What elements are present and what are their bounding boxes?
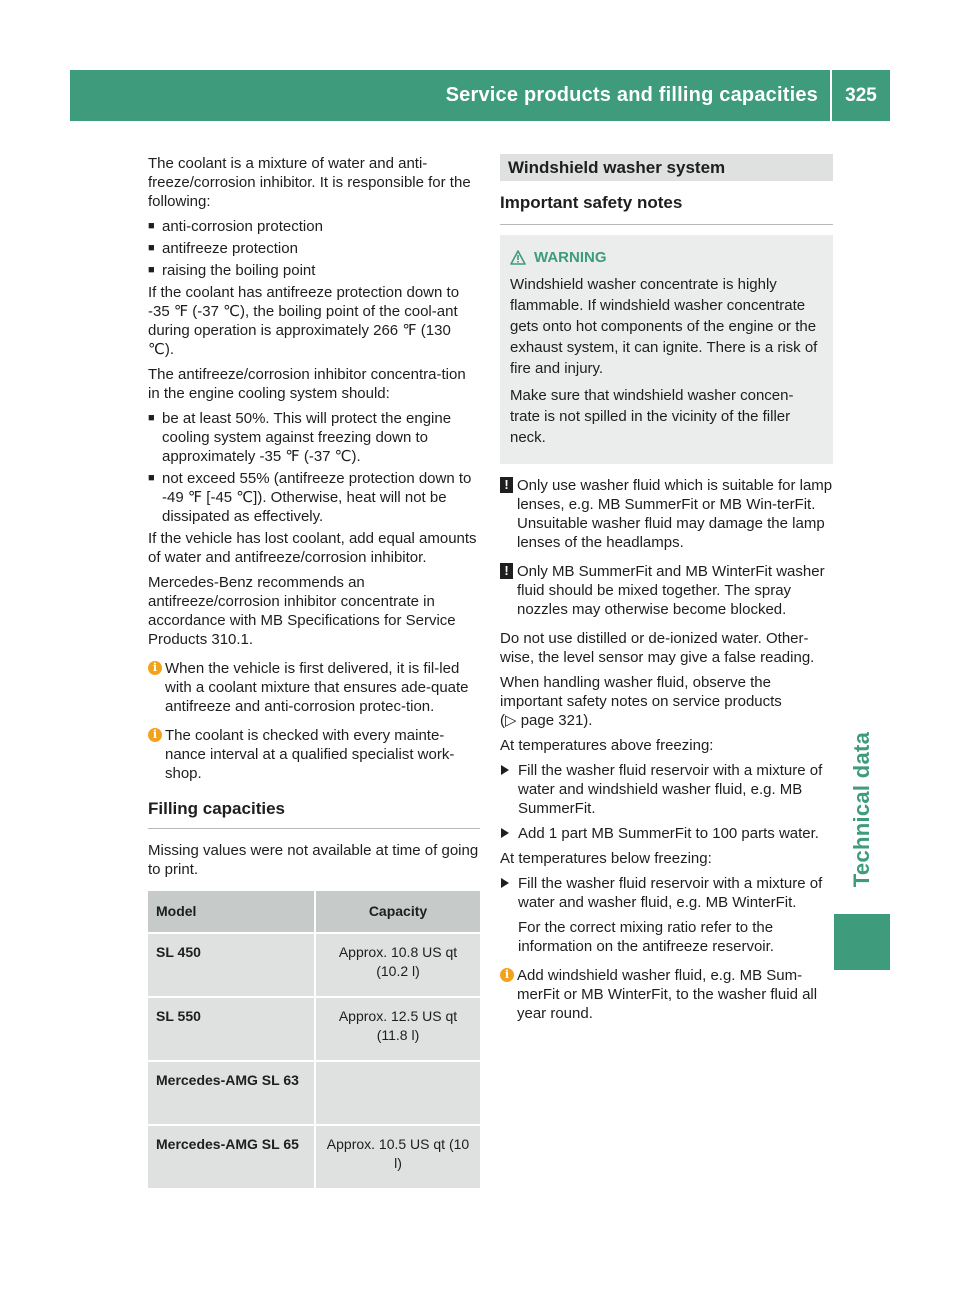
table-row xyxy=(148,1126,480,1190)
table-row xyxy=(148,934,480,998)
step-text: Fill the washer fluid reservoir with a mixture of water and windshield washer fluid, e.g. MB SummerFit. xyxy=(518,762,823,817)
capacity-cell: Approx. 10.8 US qt (10.2 l) xyxy=(316,934,480,998)
warning-text: Windshield washer concentrate is highly flammable. If windshield washer concentrate gets onto hot components of the engine or the exhaust system, it can ignite. There is a risk of fire and injury. xyxy=(510,276,818,377)
step-arrow-icon xyxy=(501,878,509,888)
recommendation-paragraph: Mercedes-Benz recommends an antifreeze/corrosion inhibitor concentrate in accordance with MB Specifications for Service Products 310.1. xyxy=(148,574,456,648)
coolant-intro: The coolant is a mixture of water and anti-freeze/corrosion inhibitor. It is responsible for the following: xyxy=(148,155,471,210)
bullet-icon: ■ xyxy=(148,412,155,424)
below-freezing-label: At temperatures below freezing: xyxy=(500,850,712,867)
handling-text: When handling washer fluid, observe the important safety notes on service products xyxy=(500,674,782,710)
header-title: Service products and filling capacities xyxy=(445,84,818,106)
list-item-text: raising the boiling point xyxy=(162,262,316,279)
info-icon: i xyxy=(148,661,162,675)
table-header-row xyxy=(148,891,480,934)
side-tab-label: Technical data xyxy=(849,731,875,887)
water-paragraph: Do not use distilled or de-ionized water. Other-wise, the level sensor may give a false reading. xyxy=(500,630,815,666)
step-arrow-icon xyxy=(501,828,509,838)
list-item xyxy=(148,261,480,280)
column-header-model: Model xyxy=(148,891,316,934)
filling-intro: Missing values were not available at time of going to print. xyxy=(148,842,479,878)
warning-heading xyxy=(510,247,823,268)
instruction-step xyxy=(500,761,833,818)
exclamation-icon: ! xyxy=(500,563,513,579)
instruction-step xyxy=(500,824,833,843)
side-tab xyxy=(834,722,890,896)
step-note: For the correct mixing ratio refer to the information on the antifreeze reservoir. xyxy=(518,919,774,955)
above-freezing-label: At temperatures above freezing: xyxy=(500,737,714,754)
list-item xyxy=(148,217,480,236)
warning-box xyxy=(500,235,833,464)
washer-section-title: Windshield washer system xyxy=(500,154,833,181)
info-note xyxy=(148,659,480,716)
table-row xyxy=(148,998,480,1062)
info-note xyxy=(148,726,480,783)
instruction-step xyxy=(500,874,833,956)
concentration-paragraph: The antifreeze/corrosion inhibitor concentra-tion in the engine cooling system should: xyxy=(148,366,466,402)
table-row xyxy=(148,1062,480,1126)
step-text: Add 1 part MB SummerFit to 100 parts water. xyxy=(518,825,819,842)
info-icon: i xyxy=(148,728,162,742)
model-cell: Mercedes-AMG SL 63 xyxy=(148,1062,316,1126)
list-item-text: anti-corrosion protection xyxy=(162,218,323,235)
filling-capacities-title: Filling capacities xyxy=(148,799,480,829)
list-item-text: antifreeze protection xyxy=(162,240,298,257)
capacity-cell: Approx. 12.5 US qt (11.8 l) xyxy=(316,998,480,1062)
safety-notes-title: Important safety notes xyxy=(500,193,833,225)
list-item-text: be at least 50%. This will protect the engine cooling system against freezing down to approximately -35 ℉ (-37 ℃). xyxy=(162,410,452,465)
page-reference-link[interactable]: page 321 xyxy=(520,712,584,729)
page-header xyxy=(70,70,890,121)
lost-coolant-paragraph: If the vehicle has lost coolant, add equal amounts of water and antifreeze/corrosion inhibitor. xyxy=(148,530,477,566)
note-text: The coolant is checked with every mainte-nance interval at a qualified specialist work-shop. xyxy=(165,727,455,782)
side-tab-marker xyxy=(834,914,890,970)
list-item xyxy=(148,409,480,466)
left-column xyxy=(148,154,480,1190)
note-text: Only MB SummerFit and MB WinterFit washer fluid should be mixed together. The spray nozzles may otherwise become blocked. xyxy=(517,563,825,618)
list-item xyxy=(148,469,480,526)
note-text: Add windshield washer fluid, e.g. MB Sum-merFit or MB WinterFit, to the washer fluid all year round. xyxy=(517,967,818,1022)
step-arrow-icon xyxy=(501,765,509,775)
bullet-icon: ■ xyxy=(148,220,155,232)
warning-instruction: Make sure that windshield washer concen-trate is not spilled in the vicinity of the filler neck. xyxy=(510,387,794,446)
info-note xyxy=(500,966,833,1023)
model-cell: SL 450 xyxy=(148,934,316,998)
list-item-text: not exceed 55% (antifreeze protection down to -49 ℉ [-45 ℃]). Otherwise, heat will not be dissipated as effectively. xyxy=(162,470,472,525)
bullet-icon: ■ xyxy=(148,264,155,276)
handling-paragraph: When handling washer fluid, observe the important safety notes on service products (▷ page 321). xyxy=(500,674,782,729)
concentration-list xyxy=(148,409,480,526)
right-column xyxy=(500,154,833,1033)
model-cell: SL 550 xyxy=(148,998,316,1062)
step-text: Fill the washer fluid reservoir with a mixture of water and washer fluid, e.g. MB WinterFit. xyxy=(518,875,823,911)
caution-note xyxy=(500,562,833,619)
list-item xyxy=(148,239,480,258)
capacity-cell xyxy=(316,1062,480,1126)
capacity-cell: Approx. 10.5 US qt (10 l) xyxy=(316,1126,480,1190)
info-icon: i xyxy=(500,968,514,982)
model-cell: Mercedes-AMG SL 65 xyxy=(148,1126,316,1190)
bullet-icon: ■ xyxy=(148,472,155,484)
warning-label: WARNING xyxy=(534,249,607,266)
page-number: 325 xyxy=(845,85,877,106)
warning-triangle-icon xyxy=(510,250,526,265)
exclamation-icon: ! xyxy=(500,477,513,493)
capacity-table xyxy=(148,891,480,1190)
boiling-point-paragraph: If the coolant has antifreeze protection down to -35 ℉ (-37 ℃), the boiling point of the cool-ant during operation is approximately 266 ℉ (130 ℃). xyxy=(148,284,460,358)
page-ref-arrow-icon: ▷ xyxy=(505,712,517,729)
caution-note xyxy=(500,476,833,552)
note-text: Only use washer fluid which is suitable for lamp lenses, e.g. MB SummerFit or MB Win-terFit. Unsuitable washer fluid may damage the lamp lenses of the headlamps. xyxy=(517,477,833,551)
coolant-functions-list xyxy=(148,217,480,280)
bullet-icon: ■ xyxy=(148,242,155,254)
note-text: When the vehicle is first delivered, it is fil-led with a coolant mixture that ensures ade-quate antifreeze and anti-corrosion protec-tion. xyxy=(165,660,469,715)
column-header-capacity: Capacity xyxy=(316,891,480,934)
